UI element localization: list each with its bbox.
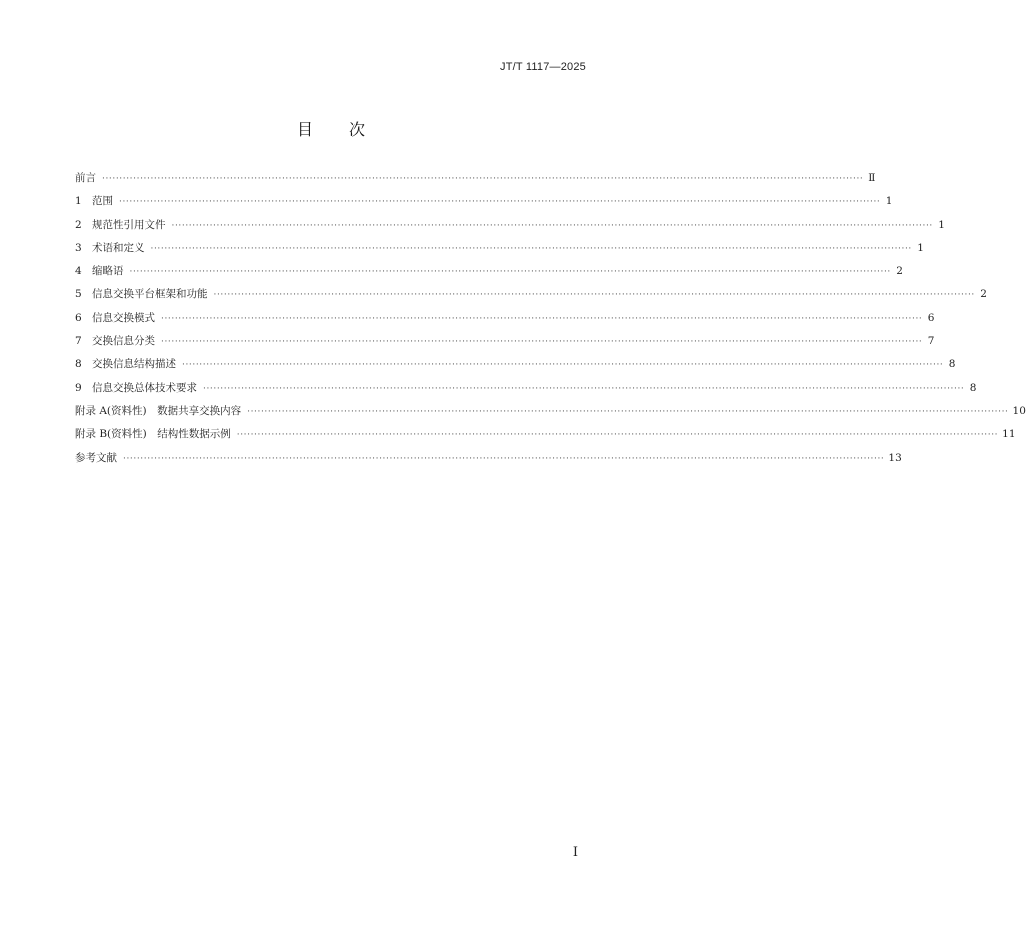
toc-dot-leader: ···························································································································································································································· xyxy=(236,430,999,441)
toc-entry-label: 交换信息结构描述 xyxy=(92,358,176,371)
toc-entry-page: 2 xyxy=(896,265,903,278)
toc-entry-label: 范围 xyxy=(92,195,113,208)
toc-entry[interactable] xyxy=(75,451,902,474)
toc-dot-leader: ···························································································································································································································· xyxy=(213,290,975,301)
toc-entry-number: 5 xyxy=(75,288,82,301)
toc-entry[interactable] xyxy=(75,287,987,310)
toc-entry[interactable] xyxy=(75,171,876,194)
toc-entry[interactable] xyxy=(75,334,935,357)
toc-entry[interactable] xyxy=(75,194,893,217)
toc-entry-label: 参考文献 xyxy=(75,451,117,464)
toc-entry-number: 2 xyxy=(75,218,82,231)
toc-entry-number: 3 xyxy=(75,241,82,254)
toc-dot-leader: ···························································································································································································································· xyxy=(129,267,891,278)
toc-dot-leader: ···························································································································································································································· xyxy=(161,337,923,348)
toc-entry-page: 10 xyxy=(1012,404,1026,417)
toc-dot-leader: ···························································································································································································································· xyxy=(102,174,864,184)
toc-entry-number: 9 xyxy=(75,381,82,394)
toc-entry-page: 1 xyxy=(885,195,893,208)
toc-dot-leader: ···························································································································································································································· xyxy=(247,406,1009,417)
toc-entry-page: 8 xyxy=(969,381,977,394)
toc-entry-label: 交换信息分类 xyxy=(92,335,155,348)
toc-entry-page: 6 xyxy=(927,311,935,324)
toc-dot-leader: ···························································································································································································································· xyxy=(150,243,912,254)
toc-entry-page: Ⅱ xyxy=(868,172,876,184)
toc-entry[interactable] xyxy=(75,427,1016,450)
toc-entry-label: 信息交换总体技术要求 xyxy=(92,381,197,394)
toc-entry-number: 7 xyxy=(75,335,82,348)
toc-entry-label: 规范性引用文件 xyxy=(92,218,166,231)
toc-entry[interactable] xyxy=(75,404,1026,427)
document-code: JT/T 1117—2025 xyxy=(500,61,586,73)
toc-entry[interactable] xyxy=(75,381,977,404)
toc-entry-page: 7 xyxy=(927,335,935,348)
toc-entry-label: 缩略语 xyxy=(92,265,124,278)
toc-entry-label: 附录 A(资料性) 数据共享交换内容 xyxy=(75,404,242,417)
toc-entry[interactable] xyxy=(75,311,935,334)
toc-entry-label: 信息交换平台框架和功能 xyxy=(92,288,208,301)
toc-entry-label: 术语和定义 xyxy=(92,241,145,254)
toc-entry-page: 2 xyxy=(980,288,987,301)
toc-dot-leader: ···························································································································································································································· xyxy=(182,360,944,371)
toc-entry-number: 8 xyxy=(75,358,82,371)
toc-entry-page: 1 xyxy=(938,218,945,231)
toc-entry-label: 附录 B(资料性) 结构性数据示例 xyxy=(75,428,231,441)
toc-entry[interactable] xyxy=(75,241,924,264)
page-title: 目次 xyxy=(296,120,401,139)
toc-dot-leader: ···························································································································································································································· xyxy=(119,197,881,208)
toc-entry-label: 前言 xyxy=(75,172,96,184)
toc-entry-page: 11 xyxy=(1002,428,1016,441)
toc-entry[interactable] xyxy=(75,218,945,241)
toc-entry-page: 1 xyxy=(917,241,924,254)
toc-entry-page: 8 xyxy=(948,358,956,371)
toc-dot-leader: ···························································································································································································································· xyxy=(123,453,885,464)
toc-dot-leader: ···························································································································································································································· xyxy=(203,383,965,394)
toc-entry-number: 1 xyxy=(75,195,82,208)
toc-entry[interactable] xyxy=(75,357,956,380)
toc-entry-number: 6 xyxy=(75,311,82,324)
page-number: I xyxy=(572,845,578,860)
toc-entry-label: 信息交换模式 xyxy=(92,311,155,324)
toc-entry-number: 4 xyxy=(75,265,82,278)
toc-dot-leader: ···························································································································································································································· xyxy=(161,313,923,324)
table-of-contents xyxy=(75,171,1026,474)
toc-entry-page: 13 xyxy=(888,451,902,464)
toc-dot-leader: ···························································································································································································································· xyxy=(171,220,933,231)
toc-entry[interactable] xyxy=(75,264,903,287)
